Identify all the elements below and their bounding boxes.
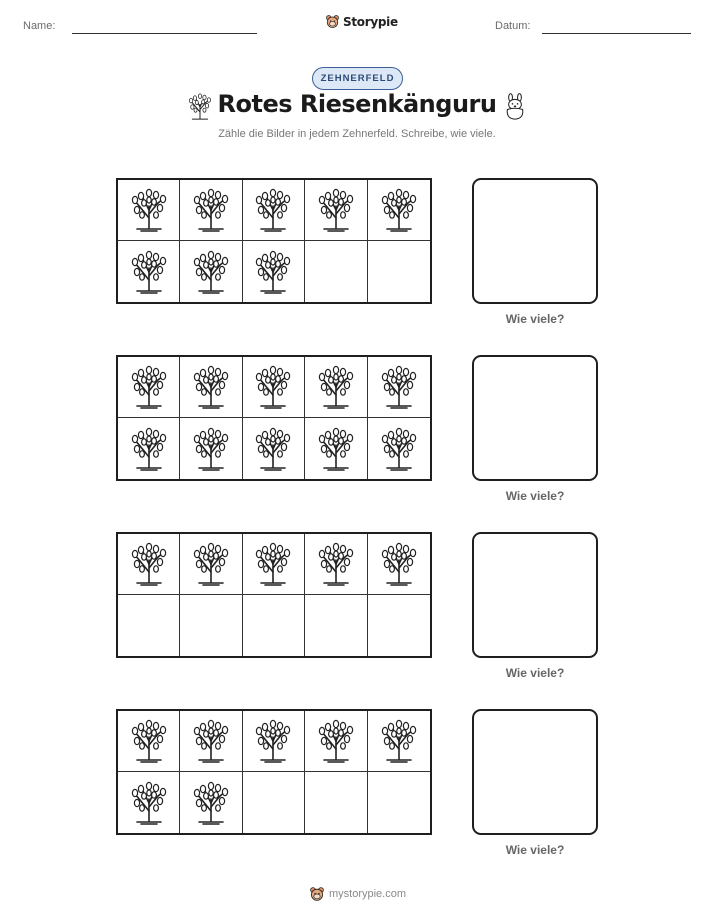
shrub-icon — [379, 365, 419, 409]
answer-label: Wie viele? — [505, 489, 565, 503]
footer-url: mystorypie.com — [329, 888, 407, 900]
ten-frame-cell — [180, 180, 242, 241]
answer-box[interactable] — [472, 709, 598, 835]
ten-frame-cell — [243, 772, 305, 833]
ten-frame-cell — [180, 418, 242, 479]
ten-frame-cell — [305, 772, 367, 833]
ten-frame-cell — [118, 241, 180, 302]
ten-frame — [116, 532, 432, 658]
ten-frame-cell — [180, 534, 242, 595]
ten-frame-cell — [305, 418, 367, 479]
date-label: Datum: — [495, 20, 531, 32]
ten-frame-cell — [243, 180, 305, 241]
shrub-icon — [191, 365, 231, 409]
shrub-icon — [191, 719, 231, 763]
shrub-icon — [253, 719, 293, 763]
shrub-icon — [379, 427, 419, 471]
ten-frame-cell — [243, 357, 305, 418]
ten-frame-cell — [118, 711, 180, 772]
shrub-icon — [379, 719, 419, 763]
ten-frame-cell — [118, 180, 180, 241]
shrub-icon — [316, 427, 356, 471]
ten-frame-cell — [243, 711, 305, 772]
ten-frame-cell — [243, 241, 305, 302]
shrub-icon — [191, 188, 231, 232]
shrub-icon — [129, 250, 169, 294]
ten-frame-cell — [305, 595, 367, 656]
ten-frame-cell — [118, 418, 180, 479]
shrub-icon — [191, 781, 231, 825]
shrub-icon — [316, 542, 356, 586]
shrub-icon — [253, 365, 293, 409]
answer-box[interactable] — [472, 355, 598, 481]
logo-text: Storypie — [343, 14, 398, 29]
ten-frame-cell — [368, 357, 430, 418]
ten-frame-cell — [180, 711, 242, 772]
ten-frame — [116, 709, 432, 835]
ten-frame-cell — [305, 534, 367, 595]
shrub-icon — [191, 427, 231, 471]
ten-frame-cell — [368, 711, 430, 772]
ten-frame-cell — [243, 418, 305, 479]
ten-frame-cell — [368, 418, 430, 479]
shrub-icon — [129, 188, 169, 232]
ten-frame-cell — [305, 180, 367, 241]
bear-icon — [309, 886, 325, 902]
ten-frame-cell — [180, 772, 242, 833]
shrub-icon — [316, 719, 356, 763]
ten-frame-cell — [368, 595, 430, 656]
ten-frame-cell — [243, 534, 305, 595]
answer-label: Wie viele? — [505, 843, 565, 857]
shrub-icon — [316, 365, 356, 409]
shrub-icon — [129, 719, 169, 763]
shrub-icon — [253, 427, 293, 471]
ten-frame-cell — [368, 534, 430, 595]
storypie-logo — [325, 14, 398, 29]
date-line[interactable] — [542, 33, 691, 34]
footer — [309, 886, 406, 902]
shrub-icon — [379, 188, 419, 232]
kangaroo-icon — [502, 93, 528, 121]
ten-frame — [116, 178, 432, 304]
ten-frame-cell — [180, 241, 242, 302]
ten-frame-cell — [368, 772, 430, 833]
shrub-icon — [129, 427, 169, 471]
shrub-icon — [129, 365, 169, 409]
shrub-icon — [191, 250, 231, 294]
ten-frame-cell — [305, 241, 367, 302]
shrub-icon — [253, 188, 293, 232]
shrub-icon — [191, 542, 231, 586]
ten-frame-cell — [118, 357, 180, 418]
answer-box[interactable] — [472, 532, 598, 658]
shrub-icon — [129, 781, 169, 825]
ten-frame-cell — [368, 180, 430, 241]
ten-frame-cell — [305, 357, 367, 418]
name-label: Name: — [23, 20, 56, 32]
ten-frame-cell — [305, 711, 367, 772]
answer-label: Wie viele? — [505, 312, 565, 326]
answer-box[interactable] — [472, 178, 598, 304]
page-title: Rotes Riesenkänguru — [217, 90, 497, 118]
ten-frame-cell — [118, 772, 180, 833]
shrub-icon — [253, 542, 293, 586]
ten-frame-cell — [180, 357, 242, 418]
ten-frame — [116, 355, 432, 481]
ten-frame-cell — [180, 595, 242, 656]
ten-frame-cell — [368, 241, 430, 302]
shrub-icon — [253, 250, 293, 294]
shrub-icon — [316, 188, 356, 232]
name-line[interactable] — [72, 33, 257, 34]
ten-frame-cell — [118, 534, 180, 595]
ten-frame-cell — [243, 595, 305, 656]
shrub-icon — [129, 542, 169, 586]
ten-frame-cell — [118, 595, 180, 656]
instructions: Zähle die Bilder in jedem Zehnerfeld. Schreibe, wie viele. — [218, 128, 496, 140]
worksheet-type-badge: ZEHNERFELD — [312, 67, 403, 90]
answer-label: Wie viele? — [505, 666, 565, 680]
bear-icon — [325, 14, 340, 29]
shrub-icon — [379, 542, 419, 586]
